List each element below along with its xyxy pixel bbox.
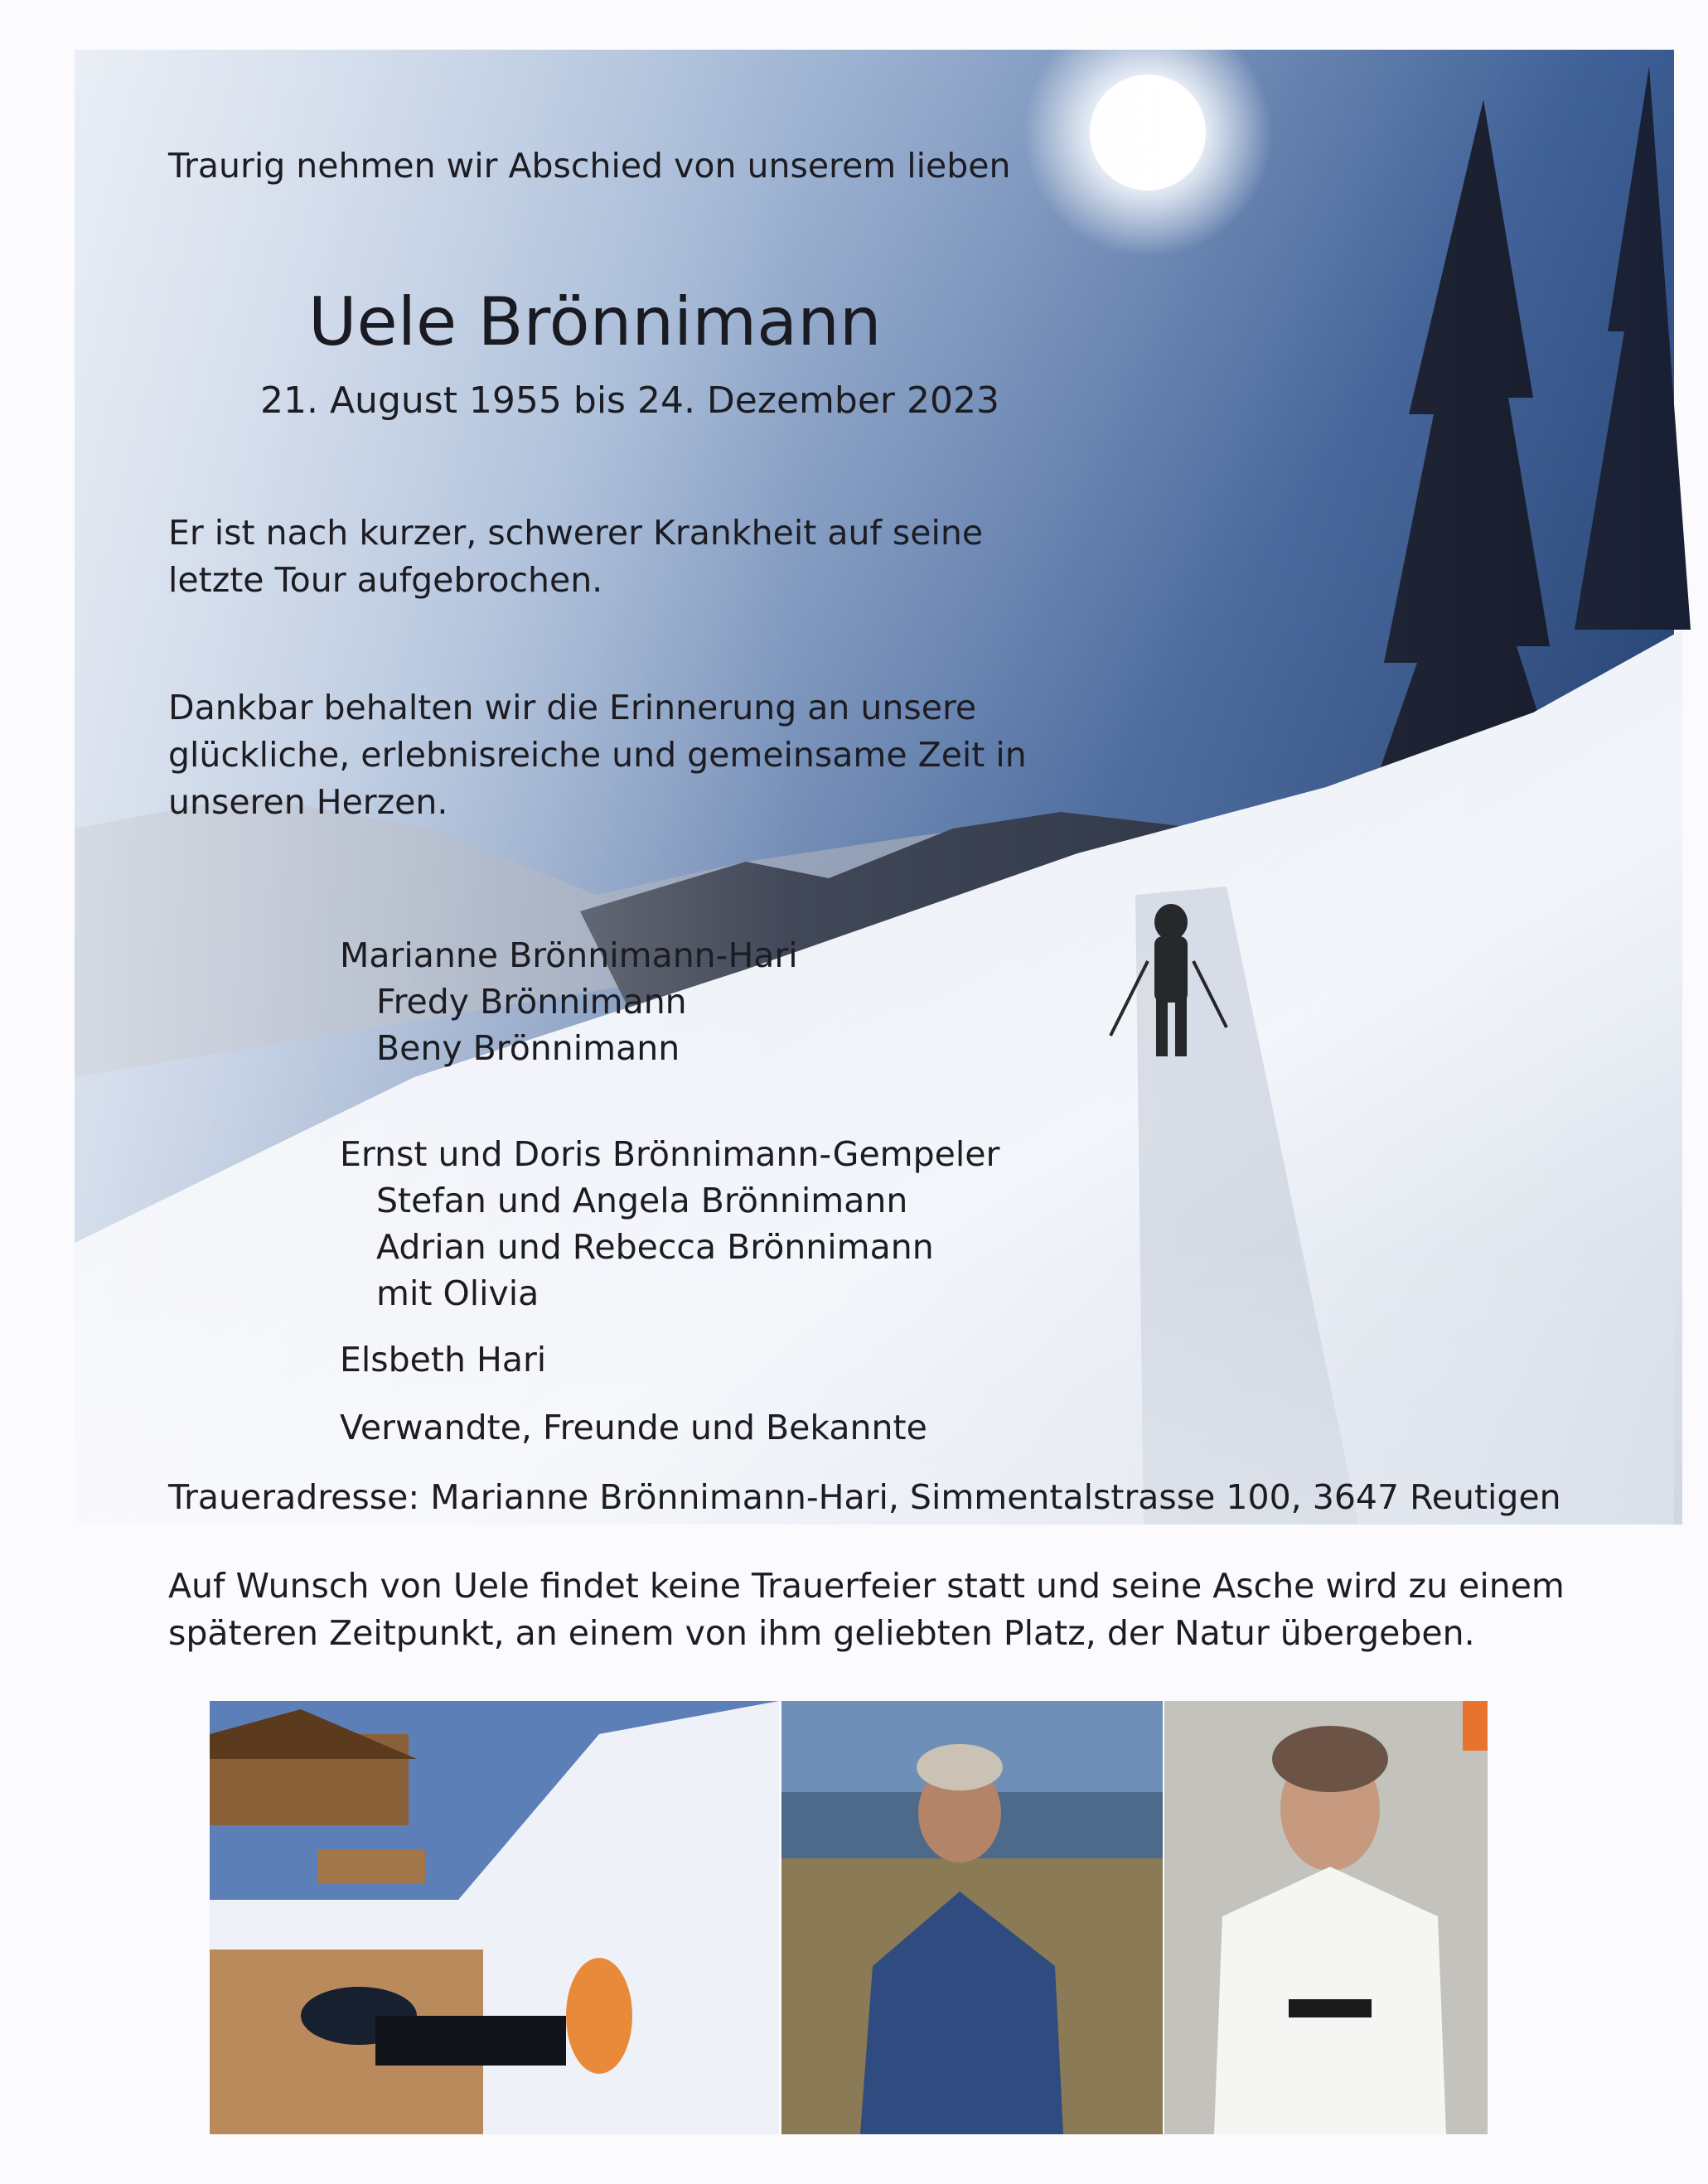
family-member: Adrian und Rebecca Brönnimann [376,1227,934,1267]
ceremony-note: Auf Wunsch von Uele findet keine Trauerfeier statt und seine Asche wird zu einem späteren Zeitpunkt, an einem von ihm geliebten Platz, der Natur übergeben. [168,1566,1565,1653]
photo-judo-smiling [1164,1701,1488,2134]
paragraph-last-tour: Er ist nach kurzer, schwerer Krankheit auf seine letzte Tour aufgebrochen. [168,513,984,600]
family-member: Beny Brönnimann [376,1028,680,1068]
family-member: mit Olivia [376,1273,539,1313]
intro-text: Traurig nehmen wir Abschied von unserem lieben [168,146,1011,186]
photo-resting-on-bench [210,1701,779,2134]
family-member: Stefan und Angela Brönnimann [376,1181,908,1220]
family-member: Marianne Brönnimann-Hari [340,935,798,975]
family-member: Elsbeth Hari [340,1340,547,1379]
deceased-name: Uele Brönnimann [308,283,882,360]
family-member: Fredy Brönnimann [376,982,687,1022]
mourning-address: Traueradresse: Marianne Brönnimann-Hari, Simmentalstrasse 100, 3647 Reutigen [168,1477,1561,1517]
relatives-friends: Verwandte, Freunde und Bekannte [340,1408,927,1447]
life-dates: 21. August 1955 bis 24. Dezember 2023 [260,379,999,422]
family-member: Ernst und Doris Brönnimann-Gempeler [340,1134,1000,1174]
photo-portrait-lake [781,1701,1163,2134]
paragraph-memories: Dankbar behalten wir die Erinnerung an unsere glückliche, erlebnisreiche und gemeinsame Zeit in unseren Herzen. [168,688,1027,822]
